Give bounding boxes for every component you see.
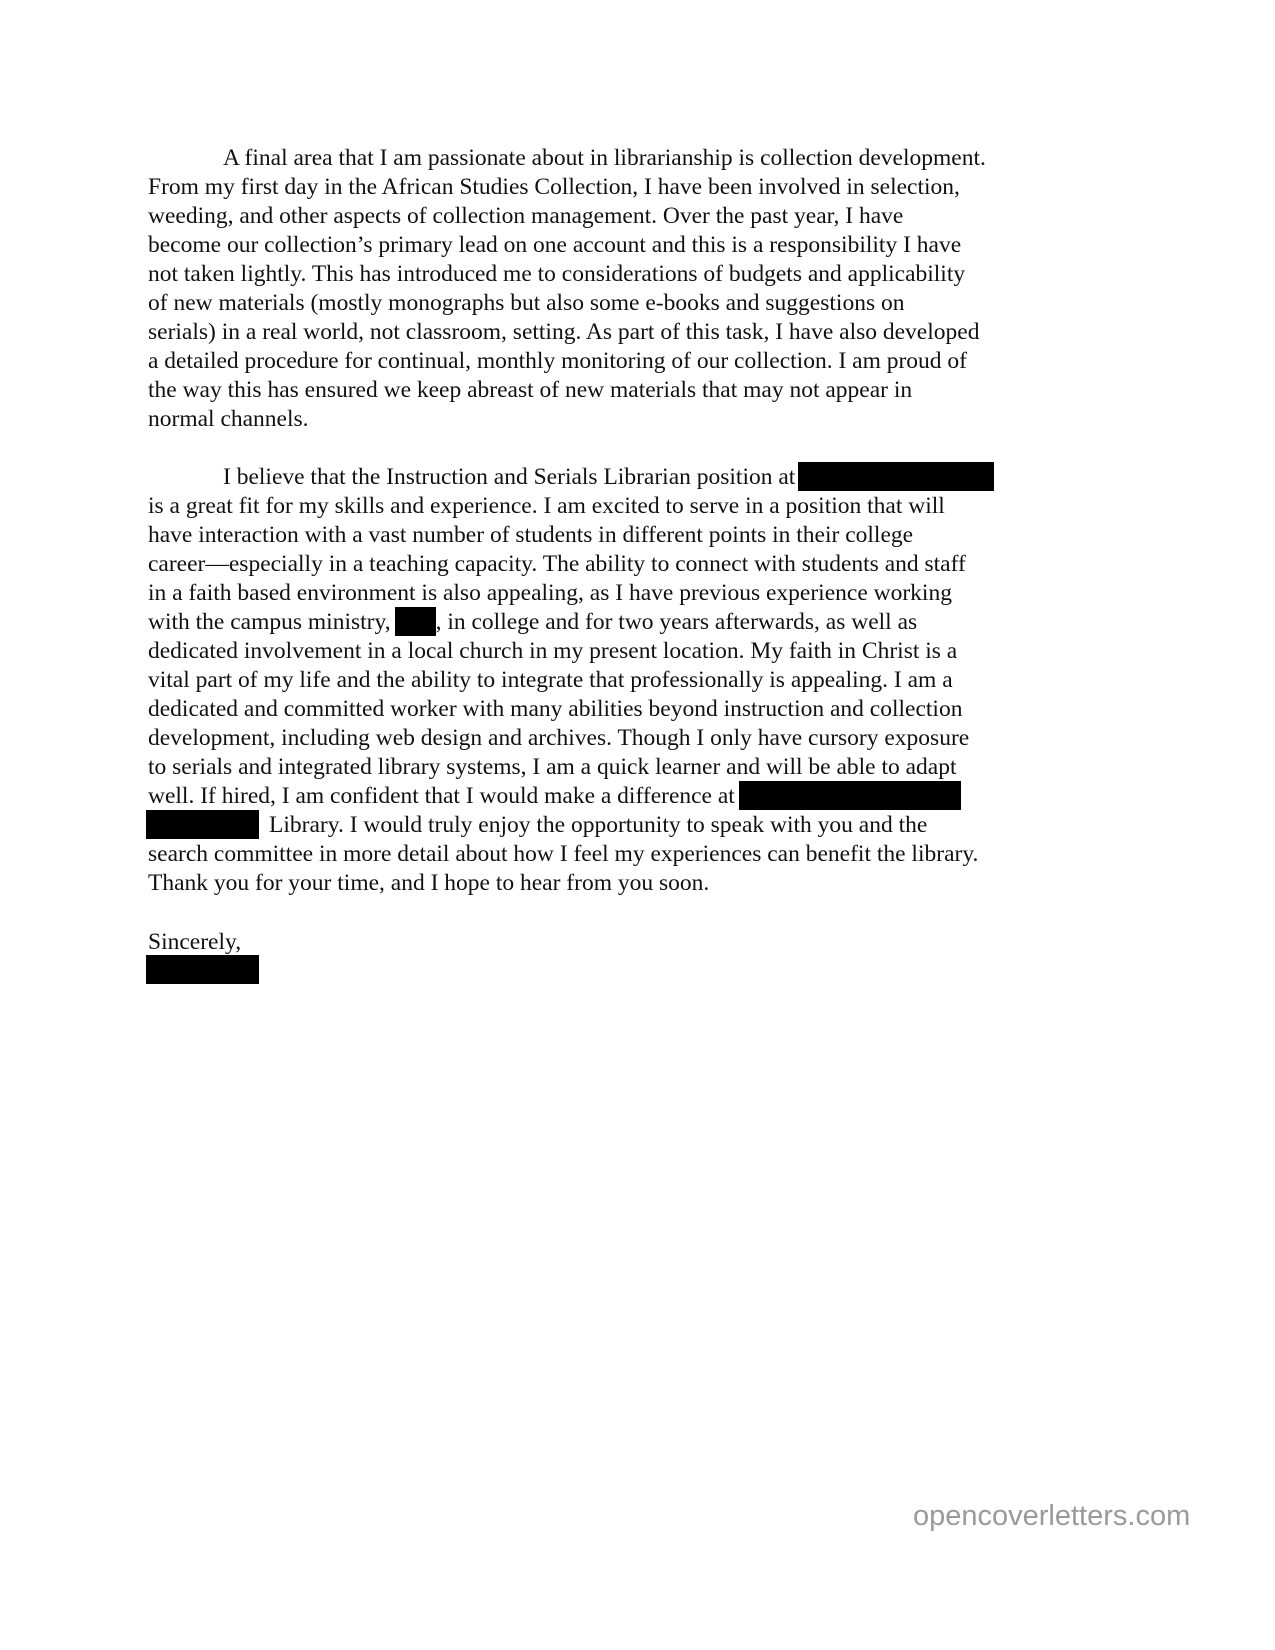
site-watermark: opencoverletters.com (913, 1500, 1191, 1532)
paragraph2-text: , in college and for two years afterwards, as well as (435, 609, 918, 635)
paragraph1-line: of new materials (mostly monographs but also some e-books and suggestions on (148, 290, 905, 316)
paragraph1-line: A final area that I am passionate about in librarianship is collection development. (223, 145, 986, 171)
paragraph2-line: Thank you for your time, and I hope to hear from you soon. (148, 870, 710, 896)
paragraph1-line: normal channels. (148, 406, 309, 432)
paragraph2-line: in a faith based environment is also appealing, as I have previous experience working (148, 580, 952, 606)
paragraph1-line: weeding, and other aspects of collection management. Over the past year, I have (148, 203, 904, 229)
paragraph2-line: search committee in more detail about how I feel my experiences can benefit the library. (148, 841, 979, 867)
paragraph1-line: serials) in a real world, not classroom, setting. As part of this task, I have also developed (148, 319, 980, 345)
paragraph1-line: become our collection’s primary lead on one account and this is a responsibility I have (148, 232, 962, 258)
paragraph2-line (148, 607, 917, 637)
redaction-box (798, 462, 994, 491)
paragraph2-line (223, 462, 994, 492)
paragraph2-line: vital part of my life and the ability to integrate that professionally is appealing. I am a (148, 667, 953, 693)
redaction-box (146, 810, 259, 839)
paragraph2-text: Library. I would truly enjoy the opportunity to speak with you and the (269, 812, 928, 838)
signature-line (146, 955, 259, 985)
paragraph1-line: a detailed procedure for continual, monthly monitoring of our collection. I am proud of (148, 348, 968, 374)
paragraph2-line (148, 781, 961, 811)
paragraph1-line: From my first day in the African Studies Collection, I have been involved in selection, (148, 174, 960, 200)
paragraph2-line (146, 810, 927, 840)
signature-redaction (146, 955, 259, 984)
paragraph1-line: the way this has ensured we keep abreast of new materials that may not appear in (148, 377, 913, 403)
redaction-box (739, 781, 961, 810)
paragraph2-line: dedicated and committed worker with many abilities beyond instruction and collection (148, 696, 963, 722)
closing-salutation: Sincerely, (148, 929, 242, 955)
paragraph2-text: I believe that the Instruction and Serials Librarian position at (223, 464, 796, 490)
paragraph2-line: have interaction with a vast number of students in different points in their college (148, 522, 914, 548)
paragraph2-line: dedicated involvement in a local church in my present location. My faith in Christ is a (148, 638, 958, 664)
paragraph2-line: development, including web design and archives. Though I only have cursory exposure (148, 725, 970, 751)
paragraph2-text: with the campus ministry, (148, 609, 391, 635)
paragraph2-line: is a great fit for my skills and experience. I am excited to serve in a position that will (148, 493, 945, 519)
paragraph2-line: career—especially in a teaching capacity. The ability to connect with students and staff (148, 551, 966, 577)
paragraph2-line: to serials and integrated library systems, I am a quick learner and will be able to adapt (148, 754, 957, 780)
paragraph1-line: not taken lightly. This has introduced me to considerations of budgets and applicability (148, 261, 966, 287)
paragraph2-text: well. If hired, I am confident that I would make a difference at (148, 783, 735, 809)
redaction-box (395, 607, 436, 636)
